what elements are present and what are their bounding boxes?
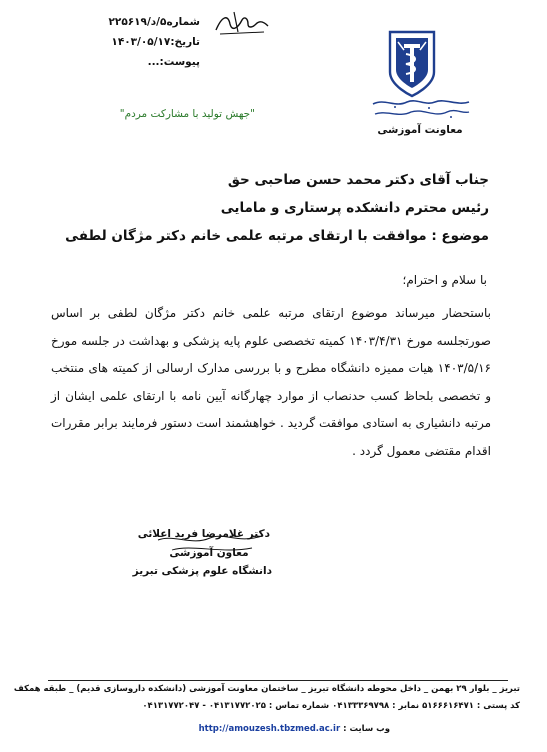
letter-subject: موضوع : موافقت با ارتقای مرتبه علمی خانم دکتر مژگان لطفی [65, 228, 489, 244]
slogan-text: "جهش تولید با مشارکت مردم" [119, 108, 255, 120]
signer-name: دکتر غلامرضا فرید اعلائی [137, 528, 270, 540]
website-label: وب سایت : [343, 724, 390, 734]
footer-website [160, 724, 390, 734]
letter-meta [60, 12, 200, 72]
university-logo-icon [384, 28, 440, 100]
addressee-role: رئیس محترم دانشکده پرستاری و مامایی [220, 200, 489, 216]
footer-contacts: کد پستی : ۵۱۶۶۶۱۶۴۷۱ نمابر : ۰۴۱۳۳۳۶۹۷۹۸ شماره تماس : ۰۴۱۳۱۷۷۲۰۲۵ - ۰۴۱۳۱۷۷۲۰۴۷ [142, 701, 520, 711]
handwritten-signature-icon [212, 6, 272, 40]
greeting: با سلام و احترام؛ [402, 273, 487, 287]
addressee-name: جناب آقای دکتر محمد حسن صاحبی حق [227, 172, 489, 188]
letter-date: تاریخ:۱۴۰۳/۰۵/۱۷ [111, 36, 200, 48]
footer-address: تبریز _ بلوار ۲۹ بهمن _ داخل محوطه دانشگاه تبریز _ ساختمان معاونت آموزشی (دانشکده داروسازی قدیم) _ طبقه همکف [13, 684, 520, 694]
letter-attachment: پیوست:... [147, 56, 200, 68]
footer-divider [48, 680, 508, 681]
letter-number: شماره۵/د/۲۲۵۶۱۹ [108, 16, 200, 28]
letter-body: باستحضار میرساند موضوع ارتقای مرتبه علمی خانم دکتر مژگان لطفی بر اساس صورتجلسه مورخ ۱۴۰۳/۴/۳۱ کمیته تخصصی علوم پایه پزشکی و بهداشت در جلسه مورخ ۱۴۰۳/۵/۱۶ هیات ممیزه دانشگاه مطرح و با بررسی مدارک ارسالی از کمیته های منتخب و تخصصی بلحاظ کسب حدنصاب از موارد چهارگانه آیین نامه با ارتقای علمی ایشان از مرتبه دانشیاری به استادی موافقت گردید . خواهشمند است دستور فرمایند برابر مقررات اقدام مقتضی معمول گردد . [51, 306, 491, 458]
university-name-calligraphy-icon [365, 96, 475, 122]
signer-organization: دانشگاه علوم پزشکی تبریز [132, 565, 272, 577]
department-label: معاونت آموزشی [377, 124, 463, 136]
website-link[interactable]: http://amouzesh.tbzmed.ac.ir [198, 724, 341, 734]
signer-title: معاون آموزشی [169, 547, 249, 559]
